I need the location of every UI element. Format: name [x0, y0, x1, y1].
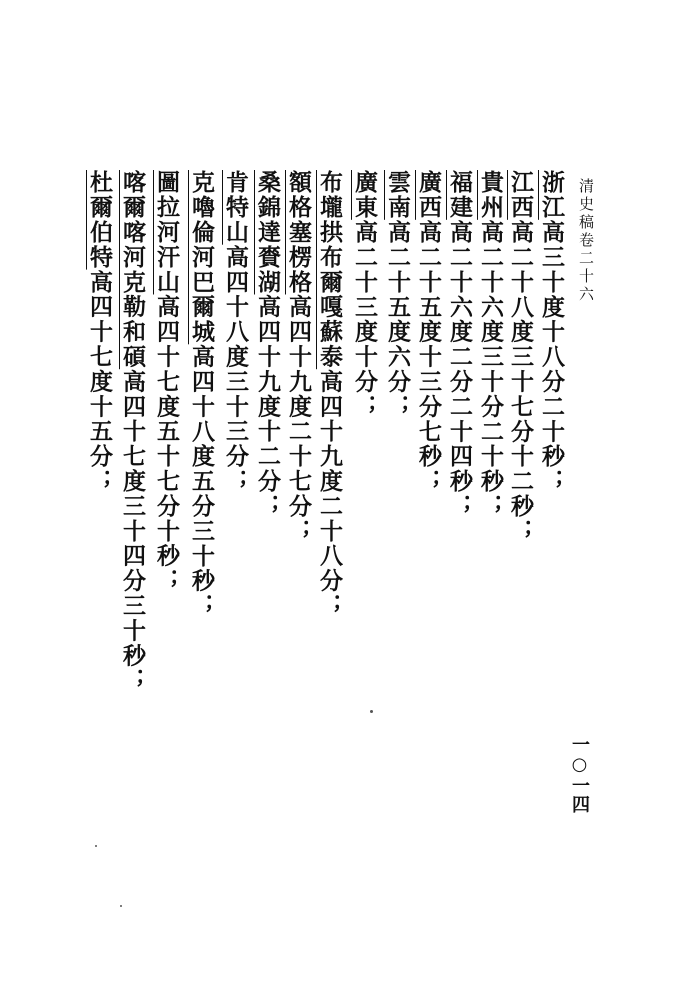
place-name: 桑錦達賚湖 [254, 170, 281, 295]
latitude-value: 高二十三度十分； [351, 219, 378, 420]
place-name: 額格塞楞格 [285, 170, 312, 295]
place-name: 雲南 [384, 170, 411, 220]
page-number: 一○一四 [569, 735, 590, 814]
place-name: 布壠拱布爾嘎蘇泰 [316, 170, 343, 370]
entry-sangjin [256, 170, 279, 519]
latitude-value: 高四十八度三十三分； [222, 244, 249, 494]
place-name: 杜爾伯特 [86, 170, 113, 270]
running-header: 清史稿卷二十六 [577, 178, 595, 304]
latitude-value: 高二十五度六分； [384, 219, 411, 420]
place-name: 江西 [507, 170, 534, 220]
latitude-value: 高二十五度十三分七秒； [415, 219, 442, 494]
entry-egesai [287, 170, 310, 544]
latitude-value: 高四十七度三十四分三十秒； [119, 369, 146, 693]
latitude-value: 高二十八度三十七分十二秒； [507, 219, 534, 544]
place-name: 貴州 [477, 170, 504, 220]
place-name: 克嚕倫河巴爾城 [188, 170, 215, 345]
place-name: 廣西 [415, 170, 442, 220]
scan-speck [120, 905, 122, 907]
entry-kalka [121, 170, 144, 693]
scan-speck [95, 845, 97, 847]
entry-durbet [88, 170, 111, 494]
entry-yunnan [386, 170, 409, 419]
entry-bulonggongbu [318, 170, 341, 618]
place-name: 福建 [446, 170, 473, 220]
entry-guizhou [479, 170, 502, 519]
latitude-value: 高四十七度十五分； [86, 269, 113, 494]
latitude-value: 高四十九度十二分； [254, 294, 281, 519]
entry-guangdong [353, 170, 376, 419]
latitude-value: 高四十七度五十七分十秒； [153, 294, 180, 594]
entry-fujian [448, 170, 471, 519]
place-name: 廣東 [351, 170, 378, 220]
place-name: 喀爾喀河克勒和碩 [119, 170, 146, 370]
latitude-value: 高四十九度二十八分； [316, 369, 343, 619]
latitude-value: 高四十八度五分三十秒； [188, 344, 215, 619]
place-name: 浙江 [538, 170, 565, 220]
entry-kente [224, 170, 247, 494]
latitude-value: 高二十六度三十分二十秒； [477, 219, 504, 519]
latitude-value: 高四十九度二十七分； [285, 294, 312, 544]
entry-tula [155, 170, 178, 593]
entry-zhejiang [540, 170, 563, 494]
entry-jiangxi [509, 170, 532, 544]
latitude-value: 高二十六度二分二十四秒； [446, 219, 473, 519]
latitude-value: 高三十度十八分二十秒； [538, 219, 565, 494]
place-name: 肯特山 [222, 170, 249, 245]
scan-speck [370, 710, 373, 713]
place-name: 圖拉河汗山 [153, 170, 180, 295]
entry-kelulun [190, 170, 213, 618]
entry-guangxi [417, 170, 440, 494]
